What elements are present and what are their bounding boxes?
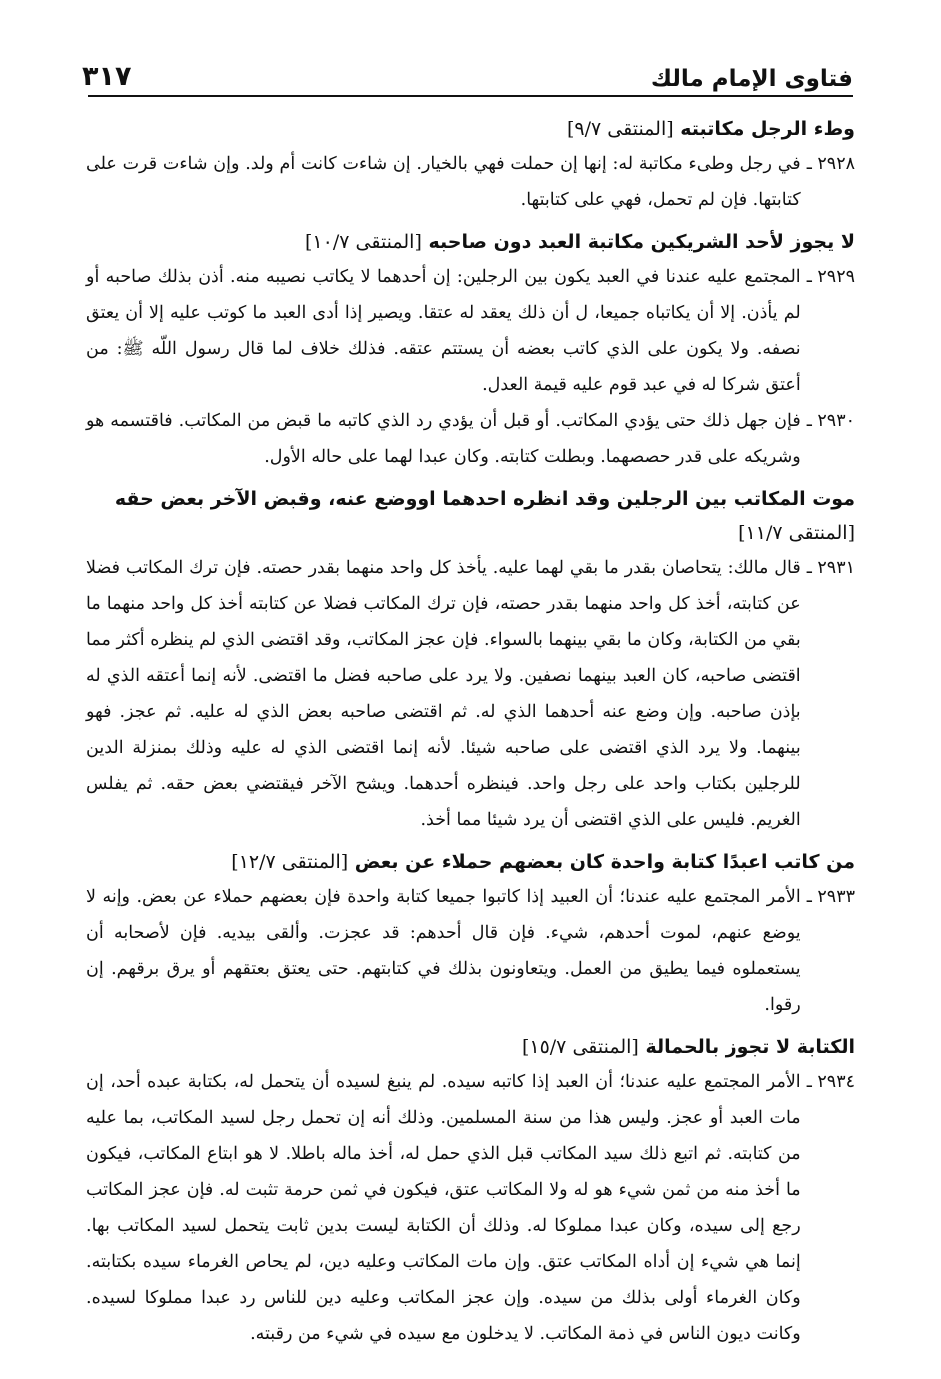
section (86, 845, 855, 1023)
fatwa-entry (86, 146, 855, 218)
section (86, 482, 855, 838)
section-reference: [المنتقى ١٢/٧] (231, 851, 349, 873)
section-heading: لا يجوز لأحد الشريكين مكاتبة العبد دون صاحبه [المنتقى ١٠/٧] (305, 231, 855, 253)
section-heading: وطء الرجل مكاتبته [المنتقى ٩/٧] (566, 118, 855, 140)
section (86, 1030, 855, 1352)
section (86, 225, 855, 475)
fatwa-entry (86, 550, 855, 838)
section-reference: [المنتقى ١٠/٧] (305, 231, 422, 253)
entry-text: المجتمع عليه عندنا في العبد يكون بين الرجلين: إن أحدهما لا يكاتب نصيبه منه. أذن بذلك صاحبه أو لم يأذن. إلا أن يكاتباه جميعا، ل أن ذلك يعقد له عتقا. ويصير إذا أدى العبد ما كوتب عليه إلا أن يعتق نصفه. ولا يكون على الذي كاتب بعضه أن يستتم عتقه. فذلك خلاف لما قال رسول اللّه ﷺ: من أعتق شركا له في عبد قوم عليه قيمة العدل. (86, 267, 801, 395)
page-number: ٣١٧ (82, 61, 132, 92)
entry-number: ٢٩٢٩ ـ (806, 267, 855, 287)
section-reference: [المنتقى ١٥/٧] (521, 1036, 639, 1058)
page-body (86, 112, 855, 1359)
entry-text: قال مالك: يتحاصان بقدر ما بقي لهما عليه. يأخذ كل واحد منهما بقدر حصته. فإن ترك المكاتب فضلا عن كتابته، أخذ كل واحد منهما بقدر حصته، فإن ترك المكاتب فضلا عن كتابته أخذ كل واحد منهما ما بقي من الكتابة، وكان ما بقي بينهما بالسواء. فإن عجز المكاتب، وقد اقتضى الذي لم ينظره أكثر مما اقتضى صاحبه، كان العبد بينهما نصفين. ولا يرد على صاحبه فضل ما اقتضى. لأنه إنما أعتقه الذي له بإذن صاحبه. وإن وضع عنه أحدهما الذي له. ثم اقتضى صاحبه بعض الذي له عليه. ثم عجز. فهو بينهما. ولا يرد الذي اقتضى على صاحبه شيئا. لأنه إنما اقتضى الذي له عليه وذلك بمنزلة الدين للرجلين بكتاب واحد على رجل واحد. فينظره أحدهما. ويشح الآخر فيقتضي بعض حقه. ثم يفلس الغريم. فليس على الذي اقتضى أن يرد شيئا مما أخذ. (86, 558, 801, 830)
running-title: فتاوى الإمام مالك (650, 66, 853, 92)
entry-number: ٢٩٢٨ ـ (806, 154, 855, 174)
entry-number: ٢٩٣٣ ـ (806, 887, 855, 907)
fatwa-entry (86, 403, 855, 475)
section-reference: [المنتقى ١١/٧] (738, 522, 855, 544)
section-heading: موت المكاتب بين الرجلين وقد انظره احدهما اووضع عنه، وقبض الآخر بعض حقه [المنتقى ١١/٧] (114, 488, 855, 544)
entry-text: في رجل وطىء مكاتبة له: إنها إن حملت فهي بالخيار. إن شاءت كانت أم ولد. وإن شاءت قرت على كتابتها. فإن لم تحمل، فهي على كتابتها. (86, 154, 801, 210)
entry-text: فإن جهل ذلك حتى يؤدي المكاتب. أو قبل أن يؤدي رد الذي كاتبه ما قبض من المكاتب. فاقتسمه هو وشريكه على قدر حصصهما. وبطلت كتابته. وكان عبدا لهما على حاله الأول. (86, 411, 801, 467)
section-heading: من كاتب اعبدًا كتابة واحدة كان بعضهم حملاء عن بعض [المنتقى ١٢/٧] (231, 851, 855, 873)
section-reference: [المنتقى ٩/٧] (566, 118, 674, 140)
section-heading: الكتابة لا تجوز بالحمالة [المنتقى ١٥/٧] (521, 1036, 855, 1058)
entry-number: ٢٩٣٠ ـ (806, 411, 855, 431)
entry-text: الأمر المجتمع عليه عندنا؛ أن العبيد إذا كاتبوا جميعا كتابة واحدة فإن بعضهم حملاء عن بعض. وإنه لا يوضع عنهم، لموت أحدهم، شيء. فإن قال أحدهم: قد عجزت. وألقى بيديه. فإن لأصحابه أن يستعملوه فيما يطيق من العمل. ويتعاونون بذلك في كتابتهم. حتى يعتق بعتقهم أو يرق برقهم. إن رقوا. (86, 887, 801, 1015)
fatwa-entry (86, 259, 855, 403)
page-header (82, 44, 853, 92)
header-rule (88, 95, 853, 97)
entry-number: ٢٩٣٤ ـ (806, 1072, 855, 1092)
entry-number: ٢٩٣١ ـ (806, 558, 855, 578)
entry-text: الأمر المجتمع عليه عندنا؛ أن العبد إذا كاتبه سيده. لم ينبغ لسيده أن يتحمل له، بكتابة عبده أحد، إن مات العبد أو عجز. وليس هذا من سنة المسلمين. وذلك أنه إن تحمل رجل لسيد المكاتب، بما عليه من كتابته. ثم اتبع ذلك سيد المكاتب قبل الذي حمل له، أخذ ماله باطلا. لا هو ابتاع المكاتب، فيكون ما أخذ منه من ثمن شيء هو له ولا المكاتب عتق، فيكون في ثمن حرمة تثبت له. فإن عجز المكاتب رجع إلى سيده، وكان عبدا مملوكا له. وذلك أن الكتابة ليست بدين ثابت يتحمل لسيد المكاتب بها. إنما هي شيء إن أداه المكاتب عتق. وإن مات المكاتب وعليه دين، لم يحاص الغرماء سيده بكتابته. وكان الغرماء أولى بذلك من سيده. وإن عجز المكاتب وعليه دين للناس رد عبدا مملوكا لسيده. وكانت ديون الناس في ذمة المكاتب. لا يدخلون مع سيده في شيء من رقبته. (86, 1072, 801, 1344)
fatwa-entry (86, 879, 855, 1023)
section (86, 112, 855, 218)
fatwa-entry (86, 1064, 855, 1352)
